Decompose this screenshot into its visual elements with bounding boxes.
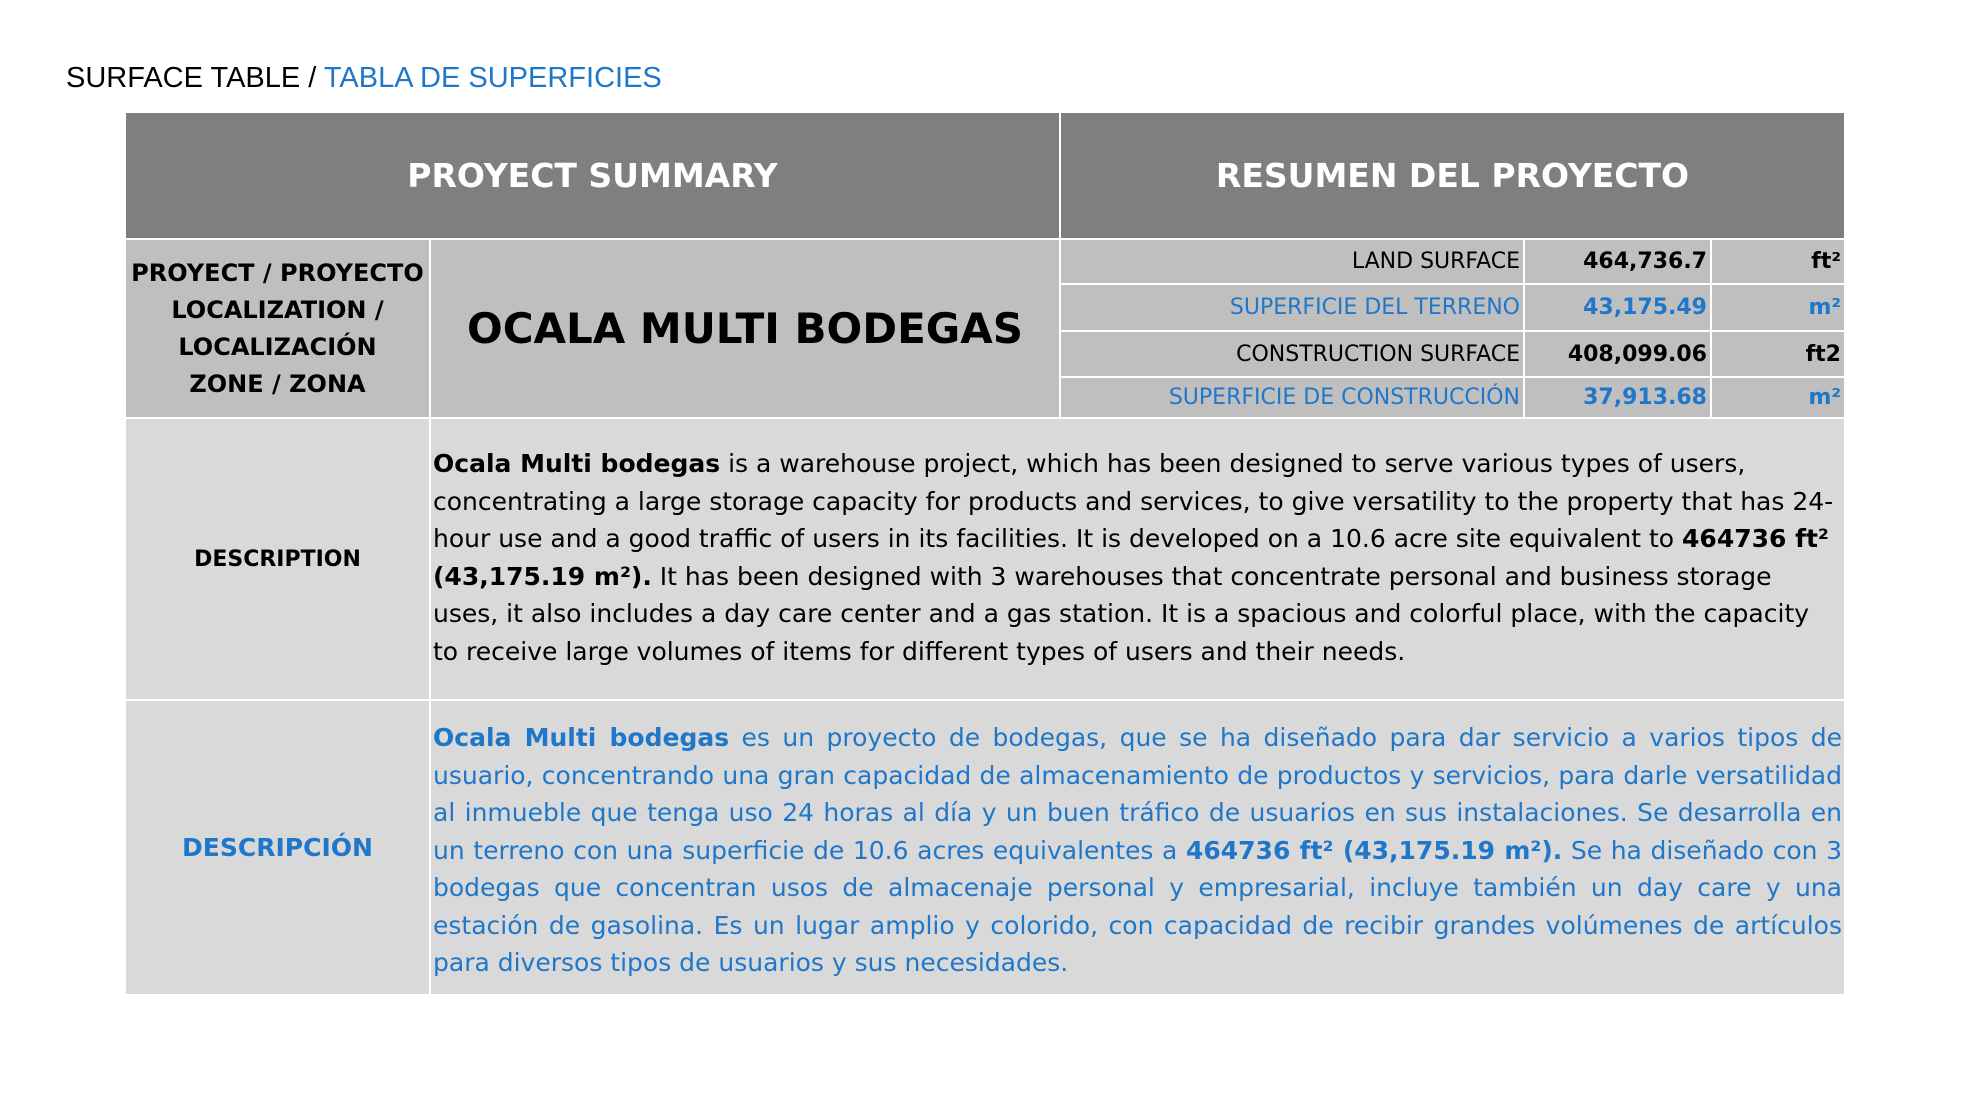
description-label: DESCRIPTION: [126, 419, 429, 699]
header-project-summary: PROYECT SUMMARY: [126, 113, 1059, 238]
project-label-line: LOCALIZATION /: [171, 295, 384, 324]
surface-unit: ft2: [1712, 332, 1844, 376]
surface-value: 408,099.06: [1525, 332, 1710, 376]
header-resumen-proyecto: RESUMEN DEL PROYECTO: [1061, 113, 1844, 238]
descripcion-text-part: Se ha diseñado con 3 bodegas que concentran usos de almacenaje personal y empresarial, incluye también un day care y una estación de gasolina. Es un lugar amplio y colorido, con capacidad de recibir grandes volúmenes de artículos para diversos tipos de usuarios y sus necesidades.: [433, 835, 1842, 977]
description-project-name: Ocala Multi bodegas: [433, 449, 721, 478]
descripcion-project-name: Ocala Multi bodegas: [433, 723, 730, 752]
project-label-line: ZONE / ZONA: [189, 369, 366, 398]
descripcion-text-part: es un proyecto de bodegas, que se ha diseñado para dar servicio a varios tipos de usuario, concentrando una gran capacidad de almacenamiento de productos y servicios, para darle versatilidad al inmueble que tenga uso 24 horas al día y un buen tráfico de usuarios en sus instalaciones. Se desarrolla en un terreno con una superficie de 10.6 acres equivalentes a: [433, 723, 1842, 865]
surface-unit: m²: [1712, 378, 1844, 417]
surface-value: 43,175.49: [1525, 285, 1710, 330]
description-area: 464736 ft² (43,175.19 m²).: [433, 524, 1829, 591]
surface-value: 464,736.7: [1525, 240, 1710, 283]
surface-unit: m²: [1712, 285, 1844, 330]
project-label: [126, 240, 429, 417]
surface-value: 37,913.68: [1525, 378, 1710, 417]
description-text: [431, 419, 1844, 699]
page-title: [66, 62, 662, 95]
descripcion-text: [431, 701, 1844, 994]
page-title-en: SURFACE TABLE /: [66, 62, 324, 94]
descripcion-area: 464736 ft² (43,175.19 m²).: [1185, 835, 1563, 865]
project-label-line: PROYECT / PROYECTO: [131, 258, 424, 287]
project-name: OCALA MULTI BODEGAS: [431, 240, 1059, 417]
descripcion-label: DESCRIPCIÓN: [126, 701, 429, 994]
surface-label: CONSTRUCTION SURFACE: [1061, 332, 1523, 376]
project-label-line: LOCALIZACIÓN: [178, 332, 377, 361]
surface-table: [126, 113, 1842, 994]
page-title-es: TABLA DE SUPERFICIES: [323, 62, 662, 94]
description-text-part: is a warehouse project, which has been designed to serve various types of users, concentrating a large storage capacity for products and services, to give versatility to the property that has 24-hour use and a good traffic of users in its facilities. It is developed on a 10.6 acre site equivalent to: [433, 449, 1834, 553]
surface-label: LAND SURFACE: [1061, 240, 1523, 283]
surface-unit: ft²: [1712, 240, 1844, 283]
surface-label: SUPERFICIE DE CONSTRUCCIÓN: [1061, 378, 1523, 417]
surface-label: SUPERFICIE DEL TERRENO: [1061, 285, 1523, 330]
description-text-part: It has been designed with 3 warehouses that concentrate personal and business storage uses, it also includes a day care center and a gas station. It is a spacious and colorful place, with the capacity to receive large volumes of items for different types of users and their needs.: [433, 561, 1810, 666]
